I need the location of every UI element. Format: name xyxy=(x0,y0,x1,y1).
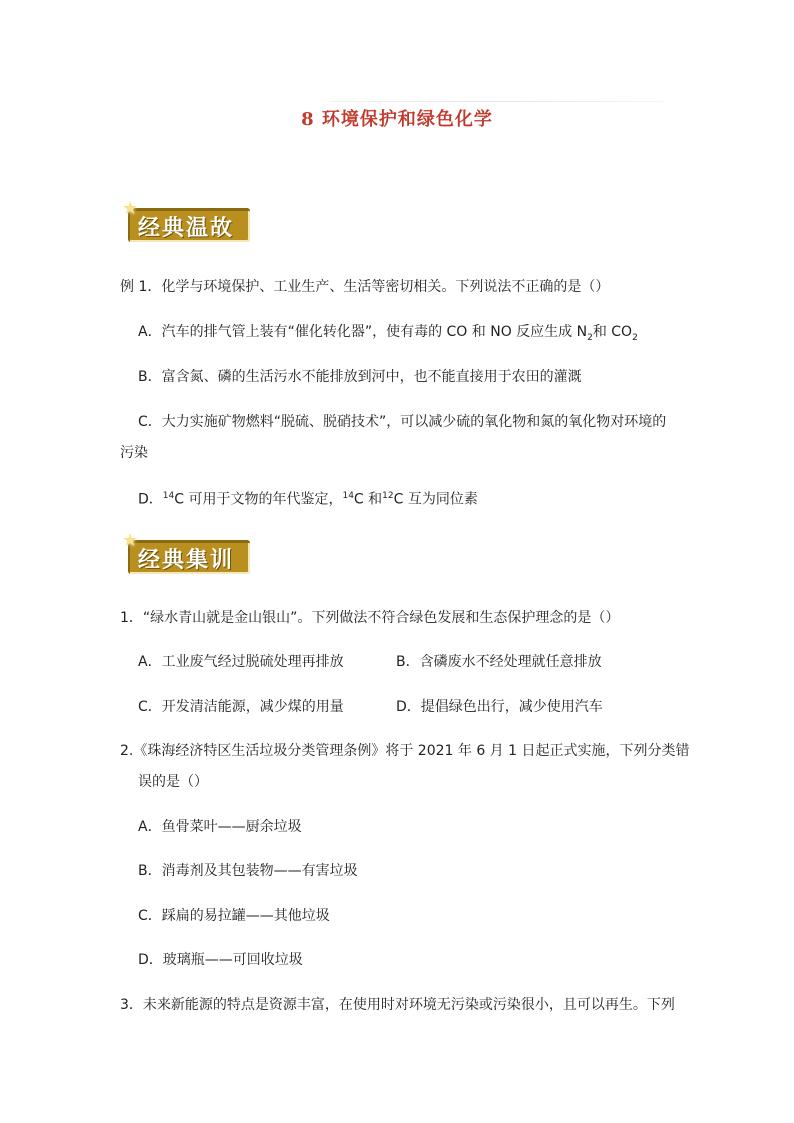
superscript: 14 xyxy=(342,491,354,501)
option-text: A．汽车的排气管上装有“催化转化器”，使有毒的 CO 和 NO 反应生成 N xyxy=(138,324,588,340)
q2-option-a: A．鱼骨菜叶——厨余垃圾 xyxy=(138,819,302,835)
section-label: 经典温故 xyxy=(138,216,235,241)
option-text: D． xyxy=(138,491,163,508)
header-rule xyxy=(330,101,665,102)
q1-option-c: C．开发清洁能源，减少煤的用量 xyxy=(138,699,344,715)
example1-option-b: B．富含氮、磷的生活污水不能排放到河中，也不能直接用于农田的灌溉 xyxy=(138,369,582,385)
subscript: 2 xyxy=(587,332,593,343)
q2-stem-line1: 2.《珠海经济特区生活垃圾分类管理条例》将于 2021 年 6 月 1 日起正式实施，下列分类错 xyxy=(120,743,690,759)
q1-option-b: B．含磷废水不经处理就任意排放 xyxy=(396,654,602,670)
superscript: 14 xyxy=(162,491,175,501)
q2-option-d: D．玻璃瓶——可回收垃圾 xyxy=(138,952,303,968)
q1-stem: 1．“绿水青山就是金山银山”。下列做法不符合绿色发展和生态保护理念的是（） xyxy=(120,610,620,626)
option-text: 和 CO xyxy=(592,324,633,340)
page-title: 8 环境保护和绿色化学 xyxy=(301,109,493,130)
superscript: 12 xyxy=(382,491,394,501)
example1-option-c-line2: 污染 xyxy=(120,445,148,461)
section-badge-review xyxy=(122,198,250,242)
q2-stem-line2: 误的是（） xyxy=(138,774,208,790)
star-icon: ★ xyxy=(122,530,139,551)
option-text: C 互为同位素 xyxy=(393,491,478,508)
q2-option-c: C．踩扁的易拉罐——其他垃圾 xyxy=(138,908,330,924)
option-text: C 可用于文物的年代鉴定， xyxy=(174,491,343,508)
q3-stem: 3．未来新能源的特点是资源丰富，在使用时对环境无污染或污染很小，且可以再生。下列 xyxy=(120,997,675,1013)
example1-option-a xyxy=(138,322,638,348)
q2-option-b: B．消毒剂及其包装物——有害垃圾 xyxy=(138,863,358,879)
star-icon: ★ xyxy=(122,198,139,219)
q1-option-d: D．提倡绿色出行，减少使用汽车 xyxy=(396,699,603,715)
example1-option-c-line1: C．大力实施矿物燃料“脱硫、脱硝技术”，可以减少硫的氧化物和氮的氧化物对环境的 xyxy=(138,414,667,430)
section-badge-practice xyxy=(122,530,250,574)
section-label: 经典集训 xyxy=(138,548,235,573)
q1-option-a: A．工业废气经过脱硫处理再排放 xyxy=(138,654,344,670)
example1-stem: 例 1．化学与环境保护、工业生产、生活等密切相关。下列说法不正确的是（） xyxy=(120,279,610,295)
example1-option-d xyxy=(138,486,478,510)
option-text: C 和 xyxy=(353,491,383,508)
subscript: 2 xyxy=(632,332,638,343)
